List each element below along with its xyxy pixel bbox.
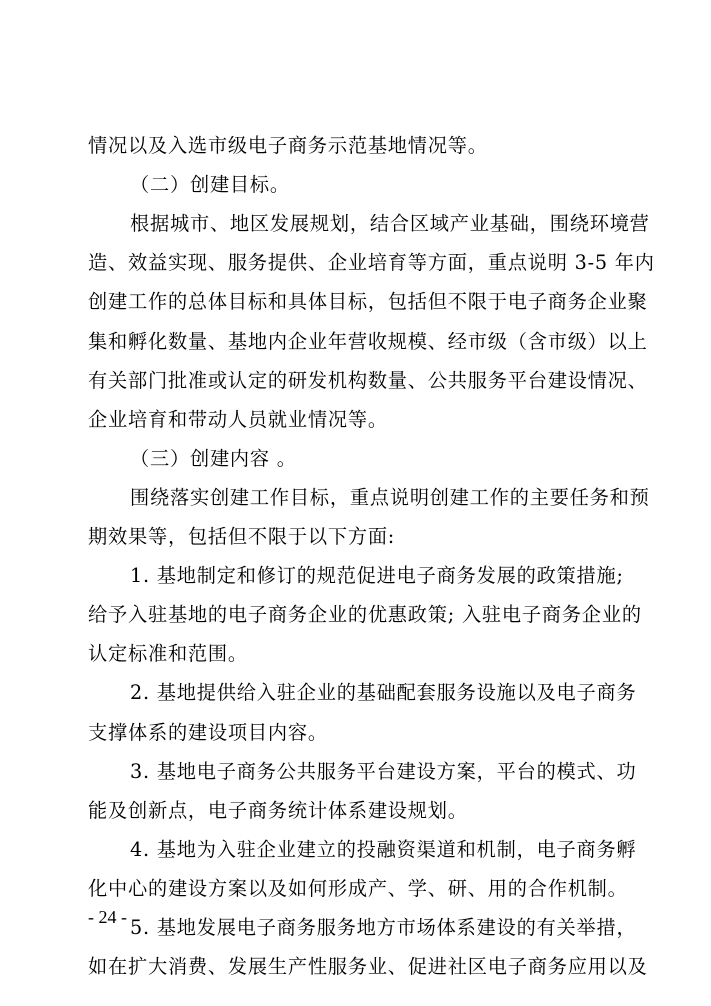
text-line: 情况以及入选市级电子商务示范基地情况等。 (88, 134, 488, 157)
list-item-text: 3. 基地电子商务公共服务平台建设方案，平台的模式、功 (130, 759, 637, 783)
text-line: 化中心的建设方案以及如何形成产、学、研、用的合作机制。 (88, 876, 628, 900)
section-heading: （三）创建内容 。 (130, 446, 297, 470)
text-line: 期效果等，包括但不限于以下方面: (88, 525, 396, 548)
text-line: 如在扩大消费、发展生产性服务业、促进社区电子商务应用以及 (88, 955, 648, 979)
text-line: 围绕落实创建工作目标，重点说明创建工作的主要任务和预 (130, 485, 650, 509)
text-line: 创建工作的总体目标和具体目标，包括但不限于电子商务企业聚 (88, 290, 648, 314)
section-heading: （二）创建目标。 (130, 173, 290, 197)
list-item-text: 2. 基地提供给入驻企业的基础配套服务设施以及电子商务 (130, 681, 637, 705)
text-line: 认定标准和范围。 (88, 642, 248, 666)
text-line: 有关部门批准或认定的研发机构数量、公共服务平台建设情况、 (88, 368, 648, 392)
text-line: 支撑体系的建设项目内容。 (88, 720, 328, 744)
text-line: 企业培育和带动人员就业情况等。 (88, 407, 388, 431)
page-number: - 24 - (88, 907, 127, 927)
list-item-text: 5. 基地发展电子商务服务地方市场体系建设的有关举措， (130, 916, 637, 939)
text-line: 造、效益实现、服务提供、企业培育等方面，重点说明 3-5 年内 (88, 251, 655, 275)
list-item-text: 4. 基地为入驻企业建立的投融资渠道和机制，电子商务孵 (130, 837, 637, 861)
text-line: 集和孵化数量、基地内企业年营收规模、经市级（含市级）以上 (88, 329, 648, 353)
text-line: 能及创新点，电子商务统计体系建设规划。 (88, 798, 468, 822)
text-line: 根据城市、地区发展规划，结合区域产业基础，围绕环境营 (130, 212, 650, 236)
list-item-text: 1. 基地制定和修订的规范促进电子商务发展的政策措施; (130, 564, 624, 588)
text-line: 给予入驻基地的电子商务企业的优惠政策; 入驻电子商务企业的 (88, 603, 642, 627)
